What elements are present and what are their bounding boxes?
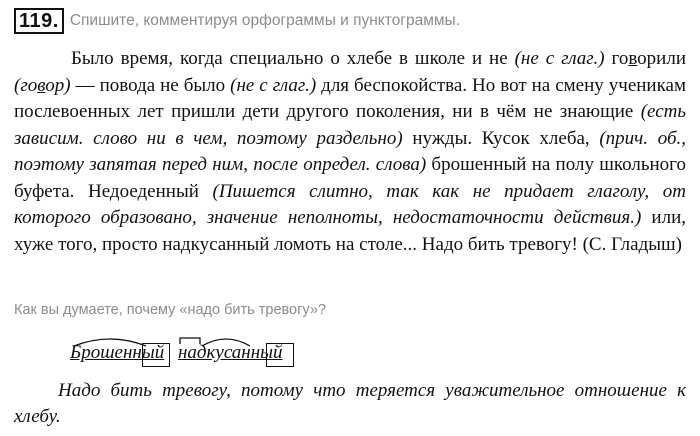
question: Как вы думаете, почему «надо бить тревогу»? — [14, 302, 326, 318]
word-broshennyi: Брошенный — [70, 342, 165, 363]
text-segment: Было время, когда специально о хлебе в школе и не — [71, 48, 515, 69]
comment: (не с глаг.) — [514, 48, 605, 69]
comment: (Пишется слитно, так как не придает глаголу, от которого образовано, значение неполноты, недостаточности действия.) — [14, 180, 686, 228]
task-header — [14, 8, 460, 34]
text-segment: брошенный на полу школьного буфета. Недоеденный — [14, 154, 687, 202]
comment: (говор) — [14, 74, 71, 96]
text-segment: или, хуже того, просто надкусанный ломоть на столе... Надо бить тревогу! (С. Гладыш) — [14, 207, 686, 255]
ending-box-1 — [142, 343, 170, 367]
task-number: 119. — [14, 8, 64, 34]
text-segment: нужды. Кусок хлеба, — [402, 127, 600, 149]
word-govorili: говорили — [611, 48, 686, 69]
answer: Надо бить тревогу, потому что теряется уважительное отношение к хлебу. — [14, 380, 686, 427]
comment: (прич. об., поэтому запятая перед ним, после определ. слова) — [14, 127, 686, 175]
exercise-text — [14, 46, 686, 258]
comment: (есть зависим. слово ни в чем, поэтому раздельно) — [14, 101, 686, 149]
word-nadkusannyi: надкусанный — [178, 342, 283, 363]
text-segment: для беспокойства. Но вот на смену ученикам послевоенных лет пришли дети другого поколения, ни в чём не знающие — [14, 74, 686, 122]
task-instruction: Спишите, комментируя орфограммы и пунктограммы. — [69, 12, 460, 29]
comment: (не с глаг.) — [230, 74, 317, 96]
text-segment: — повода не было — [70, 74, 231, 96]
ending-box-2 — [266, 343, 294, 367]
